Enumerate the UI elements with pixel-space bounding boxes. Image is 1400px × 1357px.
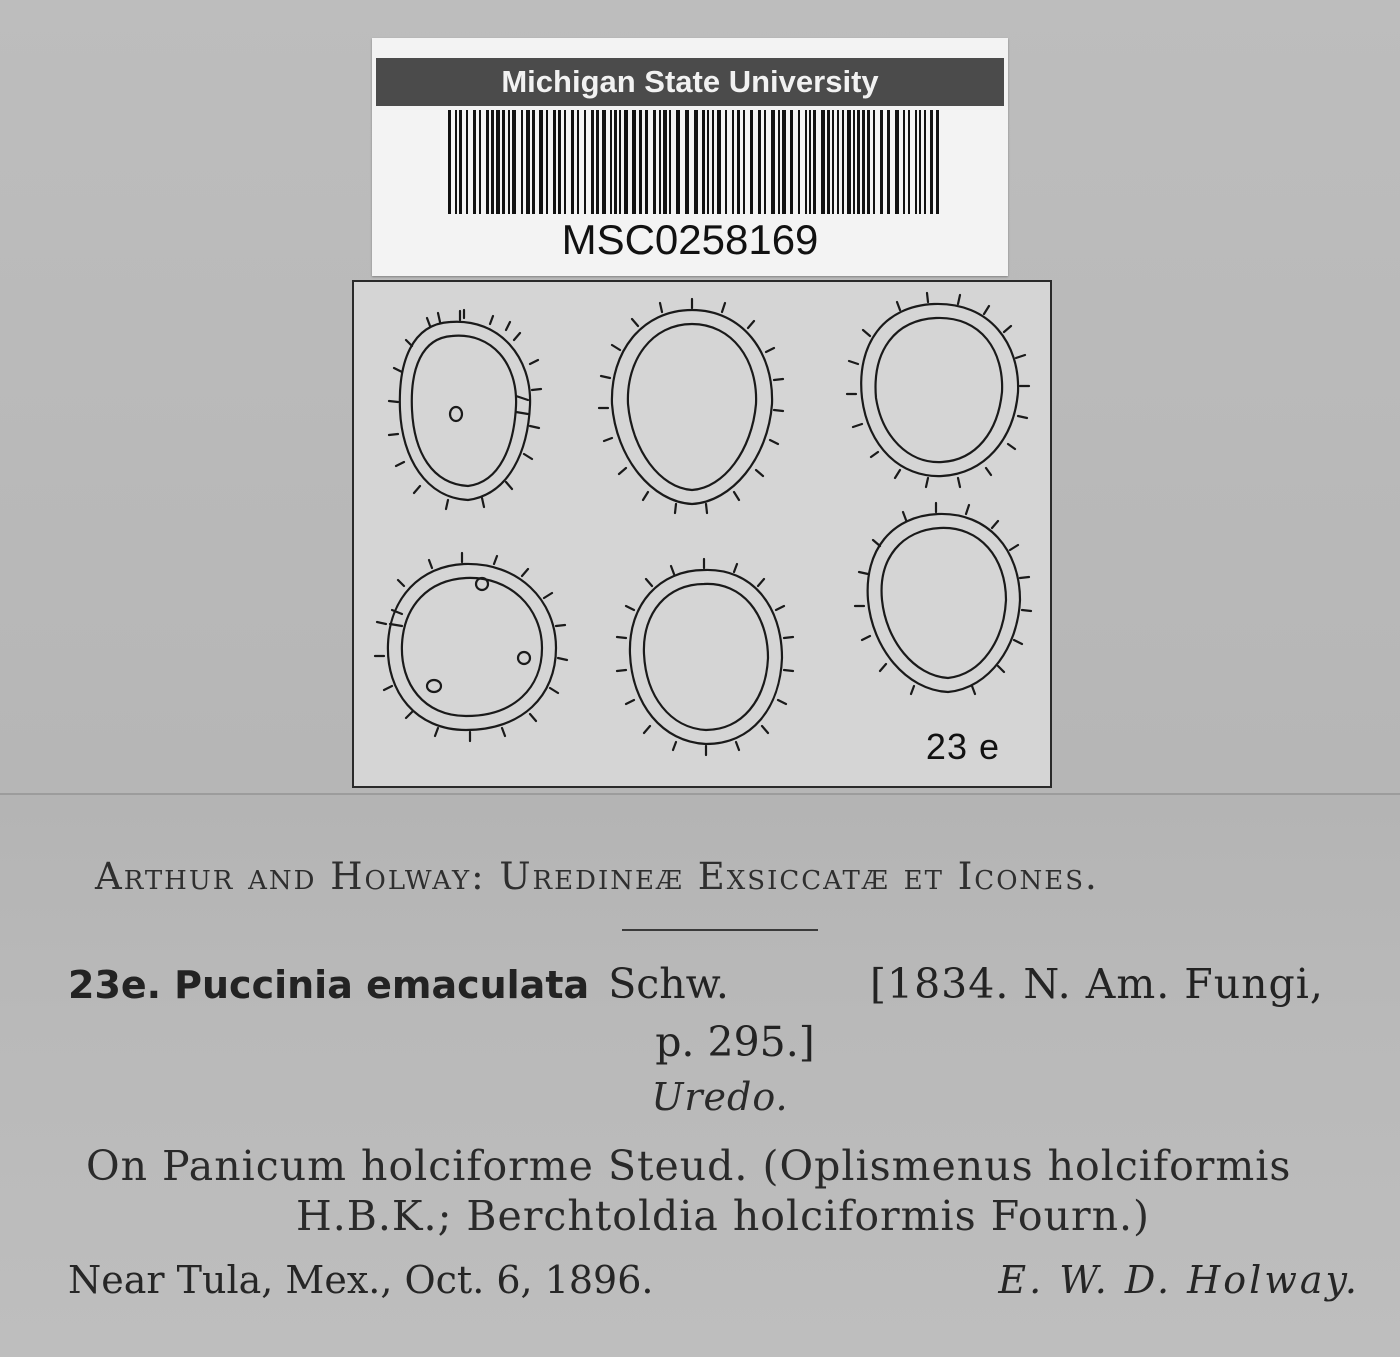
spore-illustration-plate <box>352 280 1052 788</box>
host-line-2: H.B.K.; Berchtoldia holciformis Fourn.) <box>295 1192 1151 1240</box>
spore-drawing <box>599 299 783 513</box>
spore-drawing <box>855 503 1031 694</box>
collector-name: E. W. D. Holway. <box>998 1258 1360 1302</box>
institution-name: Michigan State University <box>376 58 1004 106</box>
species-name: Puccinia emaculata <box>174 963 590 1007</box>
locality-date: Near Tula, Mex., Oct. 6, 1896. <box>68 1258 654 1302</box>
publication-citation-continued: p. 295.] <box>655 1018 815 1066</box>
spore-drawing <box>389 310 541 509</box>
series-header: Arthur and Holway: Uredineæ Exsiccatæ et Icones. <box>95 855 1099 898</box>
host-line-1: On Panicum holciforme Steud. (Oplismenus holciformis <box>86 1142 1292 1190</box>
divider-rule <box>622 929 818 931</box>
species-line <box>68 960 1388 1008</box>
spore-drawing <box>617 559 793 755</box>
barcode-label <box>372 38 1008 276</box>
spore-stage: Uredo. <box>651 1075 789 1119</box>
figure-label: 23 e <box>925 726 1000 767</box>
publication-citation: [1834. N. Am. Fungi, <box>870 960 1324 1008</box>
urediniospore-drawings <box>354 282 1054 790</box>
catalog-number: MSC0258169 <box>561 216 819 263</box>
species-author: Schw. <box>608 960 729 1008</box>
spore-drawing <box>375 553 567 741</box>
spore-drawing <box>847 293 1029 487</box>
exsiccata-number: 23e. <box>68 963 162 1007</box>
